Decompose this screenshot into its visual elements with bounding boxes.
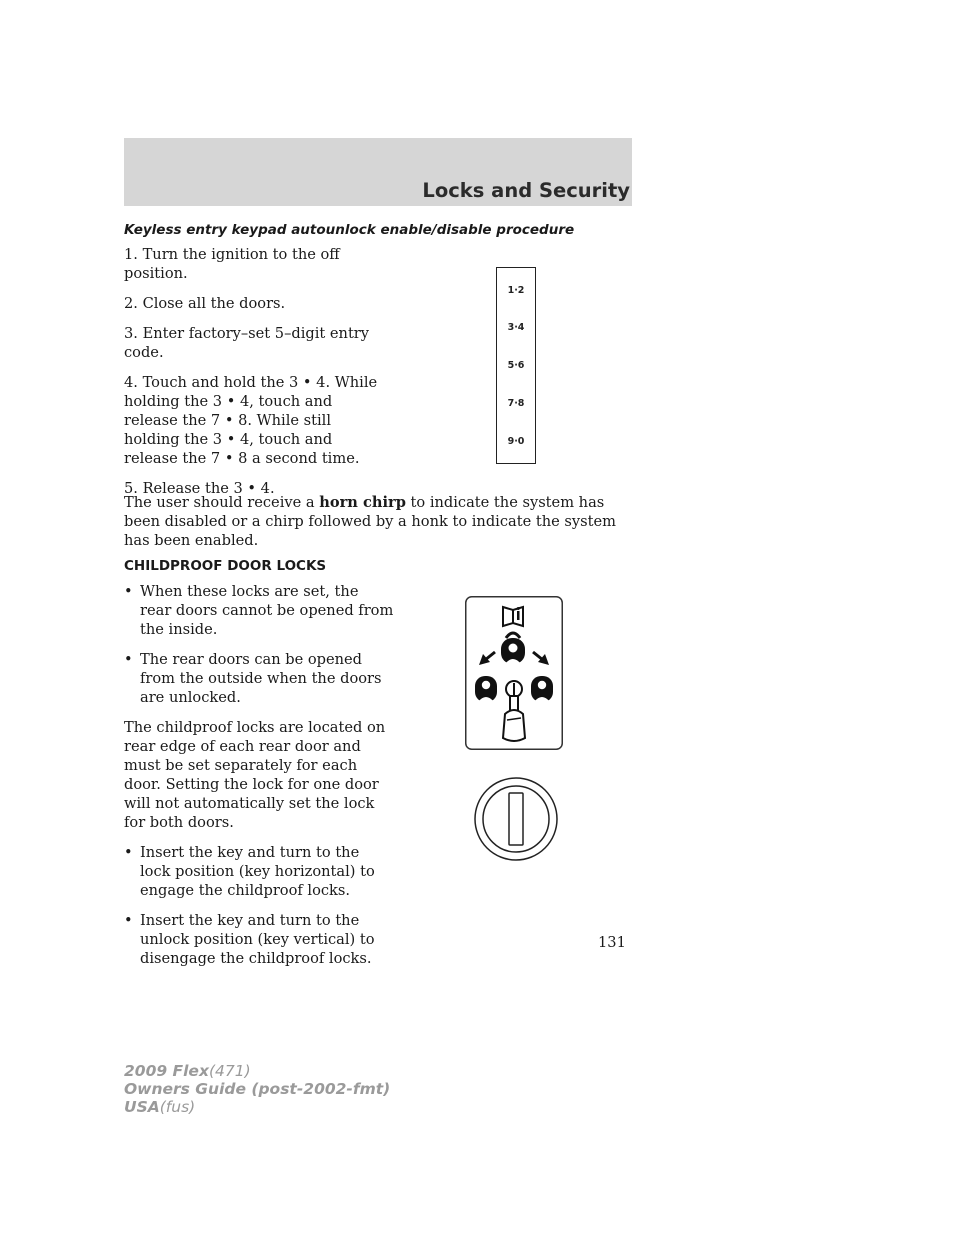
keypad-key-3-4: 3·4 — [507, 322, 525, 333]
bullet-text: Insert the key and turn to the unlock position (key vertical) to disengage the childproof locks. — [140, 912, 375, 967]
bullet-text: The rear doors can be opened from the outside when the doors are unlocked. — [140, 651, 382, 706]
bullet-symbol: • — [124, 583, 133, 600]
autounlock-steps — [124, 245, 386, 509]
section-header-band — [124, 138, 632, 206]
result-text-before: The user should receive a — [124, 494, 320, 511]
footer-line-3 — [124, 1098, 390, 1116]
step-5: 5. Release the 3 • 4. — [124, 480, 275, 497]
bullet-item — [124, 843, 394, 900]
footer-line-2: Owners Guide (post-2002-fmt) — [124, 1080, 391, 1098]
keypad-illustration — [496, 267, 536, 464]
childproof-content — [124, 582, 394, 979]
footer-market-code: (fus) — [159, 1098, 196, 1116]
keypad-key-1-2: 1·2 — [507, 285, 525, 296]
bullet-symbol: • — [124, 912, 133, 929]
child-right-icon — [531, 676, 553, 702]
section-title: Locks and Security — [422, 179, 630, 202]
autounlock-result — [124, 493, 634, 550]
autounlock-heading: Keyless entry keypad autounlock enable/disable procedure — [124, 222, 575, 238]
page-number: 131 — [598, 934, 626, 951]
step-2: 2. Close all the doors. — [124, 295, 286, 312]
bullet-text: Insert the key and turn to the lock position (key horizontal) to engage the childproof locks. — [140, 844, 375, 899]
bullet-text: When these locks are set, the rear doors cannot be opened from the inside. — [140, 583, 394, 638]
bullet-item — [124, 582, 394, 639]
childproof-paragraph: The childproof locks are located on rear edge of each rear door and must be set separately for each door. Setting the lock for one door will not automatically set the lock for both doors. — [124, 719, 386, 831]
keypad-key-7-8: 7·8 — [507, 398, 525, 409]
bullet-symbol: • — [124, 651, 133, 668]
footer-market: USA — [124, 1098, 160, 1116]
step-4: 4. Touch and hold the 3 • 4. While holding the 3 • 4, touch and release the 7 • 8. While still holding the 3 • 4, touch and release the 7 • 8 a second time. — [124, 374, 378, 467]
bullet-item — [124, 650, 394, 707]
step-3: 3. Enter factory–set 5–digit entry code. — [124, 325, 370, 361]
footer-model-code: (471) — [208, 1062, 251, 1080]
manual-book-icon — [503, 607, 523, 626]
keypad-key-9-0: 9·0 — [507, 436, 525, 447]
child-lock-symbol-illustration — [465, 596, 563, 750]
footer-line-1 — [124, 1062, 390, 1080]
result-text-bold: horn chirp — [319, 494, 406, 511]
bullet-item — [124, 911, 394, 968]
keypad-key-5-6: 5·6 — [507, 360, 525, 371]
child-left-icon — [475, 676, 497, 702]
document-footer — [124, 1062, 390, 1116]
childproof-lock-keyhole-illustration — [473, 776, 559, 862]
step-1: 1. Turn the ignition to the off position. — [124, 246, 340, 282]
bullet-symbol: • — [124, 844, 133, 861]
footer-model: 2009 Flex — [124, 1062, 209, 1080]
result-text-after: to indicate the system has been disabled or a chirp followed by a honk to indicate the system has been enabled. — [124, 494, 616, 549]
childproof-heading: CHILDPROOF DOOR LOCKS — [124, 558, 327, 574]
